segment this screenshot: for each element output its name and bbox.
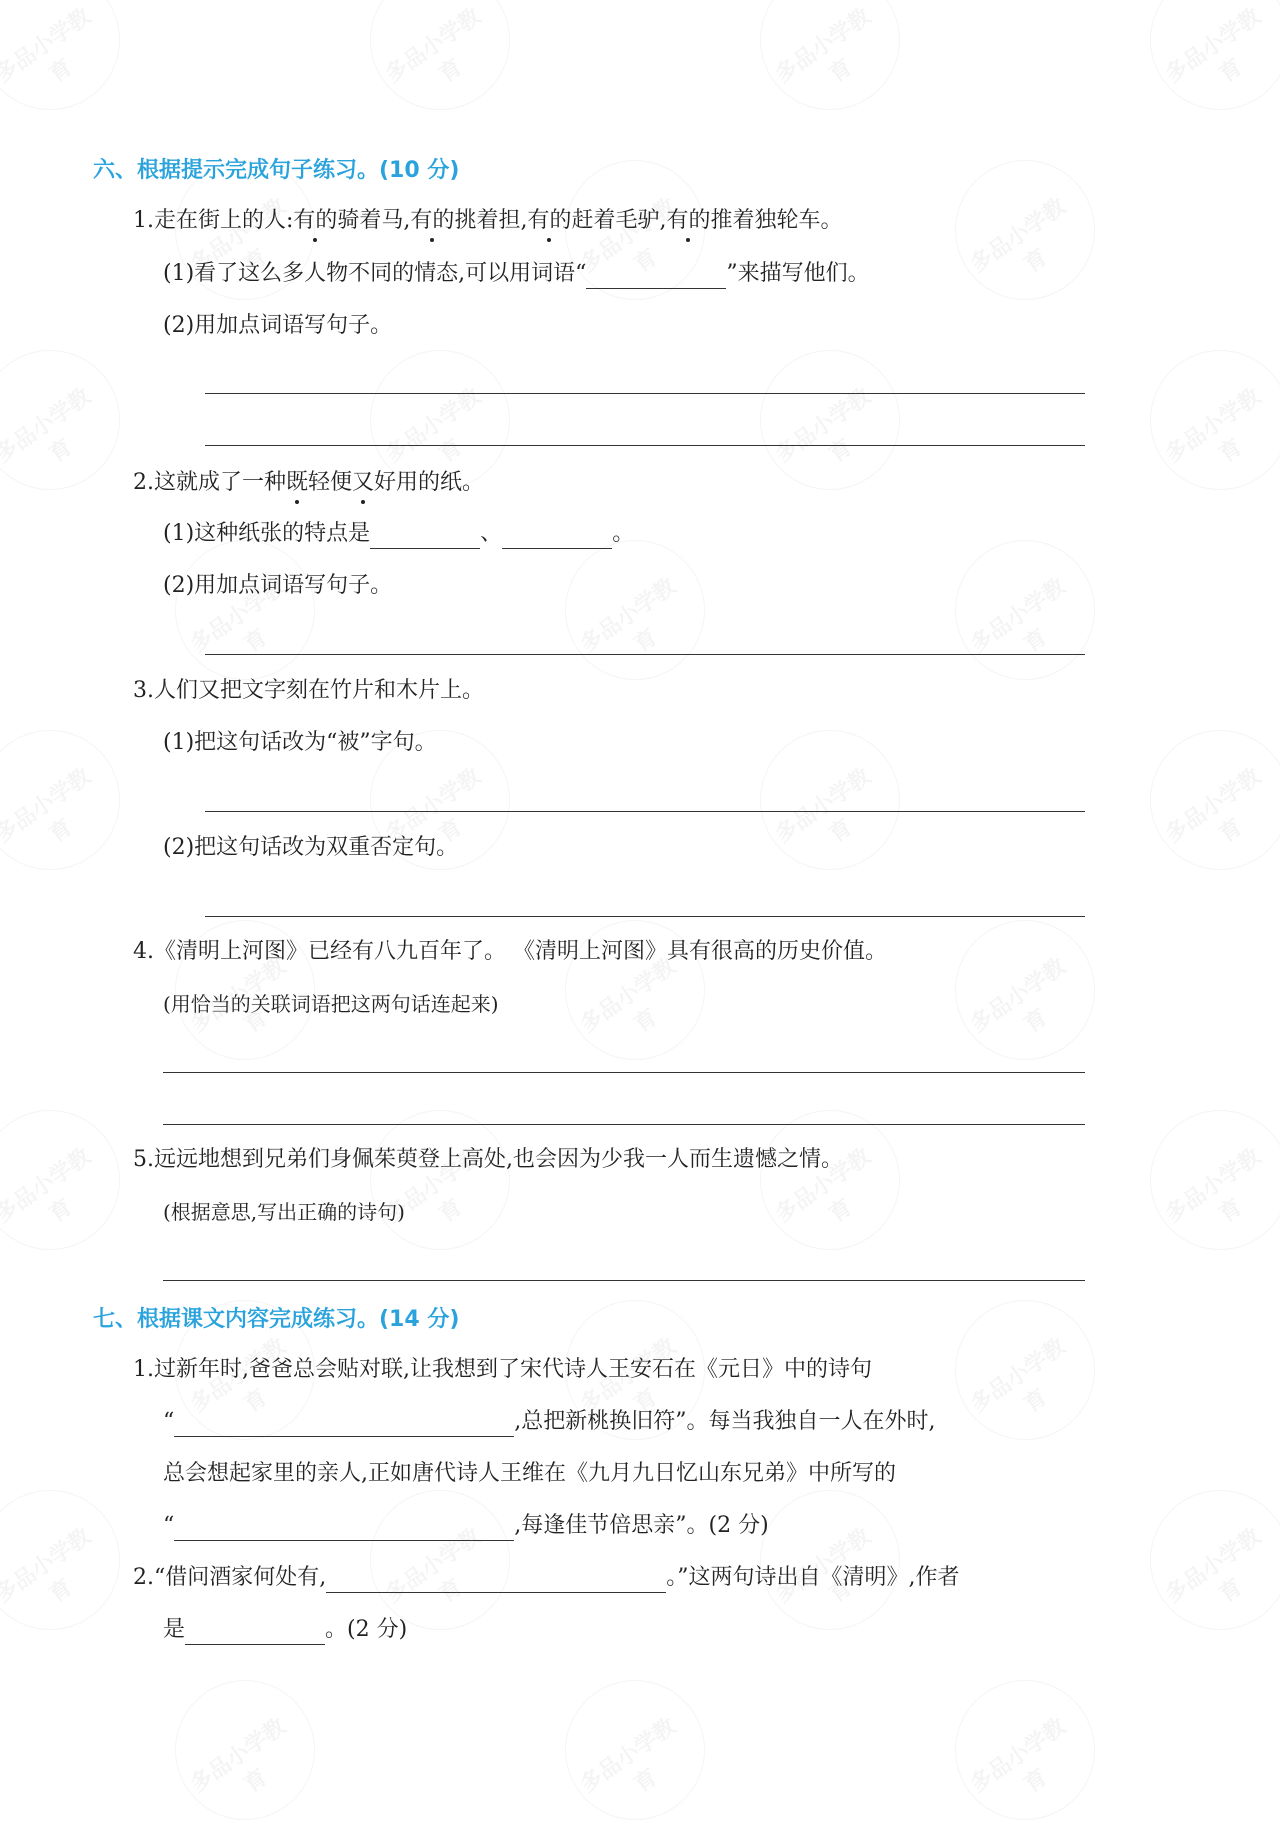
fill-blank[interactable] (326, 1568, 666, 1593)
answer-line[interactable] (205, 811, 1085, 812)
watermark-seal (955, 1300, 1095, 1440)
fill-blank[interactable] (185, 1620, 325, 1645)
watermark-seal (1150, 350, 1280, 490)
s7-q1-line3: 总会想起家里的亲人,正如唐代诗人王维在《九月九日忆山东兄弟》中所写的 (163, 1461, 896, 1486)
s6-q2-sub2: (2)用加点词语写句子。 (163, 573, 393, 598)
s6-q1-sentence: 1.走在街上的人:有的骑着马,有的挑着担,有的赶着毛驴,有的推着独轮车。 (133, 206, 842, 236)
watermark-seal (1150, 0, 1280, 110)
watermark-seal (370, 1110, 510, 1250)
emphasis-word: 又 (352, 468, 374, 498)
watermark-seal (760, 1490, 900, 1630)
s6-q3-sub1: (1)把这句话改为“被”字句。 (163, 730, 437, 755)
s6-q5-sentence: 5.远远地想到兄弟们身佩茱萸登上高处,也会因为少我一人而生遗憾之情。 (133, 1147, 843, 1172)
watermark-seal (1150, 1110, 1280, 1250)
watermark-seal (565, 1680, 705, 1820)
s7-q2-line1: 2.“借问酒家何处有, 。”这两句诗出自《清明》,作者 (133, 1563, 959, 1593)
answer-line[interactable] (205, 916, 1085, 917)
answer-line[interactable] (205, 445, 1085, 446)
watermark-seal (1150, 1490, 1280, 1630)
emphasis-word: 有的 (527, 206, 571, 236)
s6-q2-sentence: 2.这就成了一种既轻便又好用的纸。 (133, 468, 484, 498)
emphasis-word: 有的 (666, 206, 710, 236)
answer-line[interactable] (163, 1124, 1085, 1125)
emphasis-word: 有的 (410, 206, 454, 236)
watermark-seal (760, 0, 900, 110)
s6-q3-sub2: (2)把这句话改为双重否定句。 (163, 835, 459, 860)
fill-blank[interactable] (174, 1516, 514, 1541)
watermark-seal (565, 540, 705, 680)
s6-q1-sub2: (2)用加点词语写句子。 (163, 313, 393, 338)
watermark-seal (175, 1680, 315, 1820)
s6-q3-sentence: 3.人们又把文字刻在竹片和木片上。 (133, 678, 484, 703)
s6-q1-sub1: (1)看了这么多人物不同的情态,可以用词语“ ”来描写他们。 (163, 259, 870, 289)
watermark-seal (760, 350, 900, 490)
fill-blank[interactable] (174, 1412, 514, 1437)
watermark-seal (0, 0, 120, 110)
emphasis-word: 有的 (293, 206, 337, 236)
watermark-seal (0, 350, 120, 490)
answer-line[interactable] (163, 1072, 1085, 1073)
emphasis-word: 既 (286, 468, 308, 498)
watermark-seal (175, 540, 315, 680)
watermark-seal (760, 1110, 900, 1250)
section-6-heading: 六、根据提示完成句子练习。(10 分) (93, 158, 460, 183)
watermark-seal (1150, 730, 1280, 870)
fill-blank[interactable] (586, 264, 726, 289)
watermark-seal (0, 1110, 120, 1250)
s6-q5-hint: (根据意思,写出正确的诗句) (163, 1200, 405, 1224)
fill-blank[interactable] (370, 524, 480, 549)
watermark-seal (0, 1490, 120, 1630)
s7-q1-line2: “ ,总把新桃换旧符”。每当我独自一人在外时, (163, 1407, 936, 1437)
fill-blank[interactable] (502, 524, 612, 549)
watermark-seal (370, 0, 510, 110)
s7-q2-line2: 是 。(2 分) (163, 1615, 407, 1645)
s7-q1-line4: “ ,每逢佳节倍思亲”。(2 分) (163, 1511, 769, 1541)
s6-q4-sentence: 4.《清明上河图》已经有八九百年了。 《清明上河图》具有很高的历史价值。 (133, 939, 887, 964)
watermark-seal (0, 730, 120, 870)
watermark-seal (955, 540, 1095, 680)
watermark-seal (955, 920, 1095, 1060)
s6-q2-sub1: (1)这种纸张的特点是 、 。 (163, 519, 634, 549)
section-7-heading: 七、根据课文内容完成练习。(14 分) (93, 1307, 460, 1332)
watermark-seal (760, 730, 900, 870)
answer-line[interactable] (205, 393, 1085, 394)
s7-q1-line1: 1.过新年时,爸爸总会贴对联,让我想到了宋代诗人王安石在《元日》中的诗句 (133, 1357, 872, 1382)
answer-line[interactable] (163, 1280, 1085, 1281)
answer-line[interactable] (205, 654, 1085, 655)
s6-q4-hint: (用恰当的关联词语把这两句话连起来) (163, 992, 499, 1016)
watermark-seal (955, 160, 1095, 300)
watermark-seal (955, 1680, 1095, 1820)
